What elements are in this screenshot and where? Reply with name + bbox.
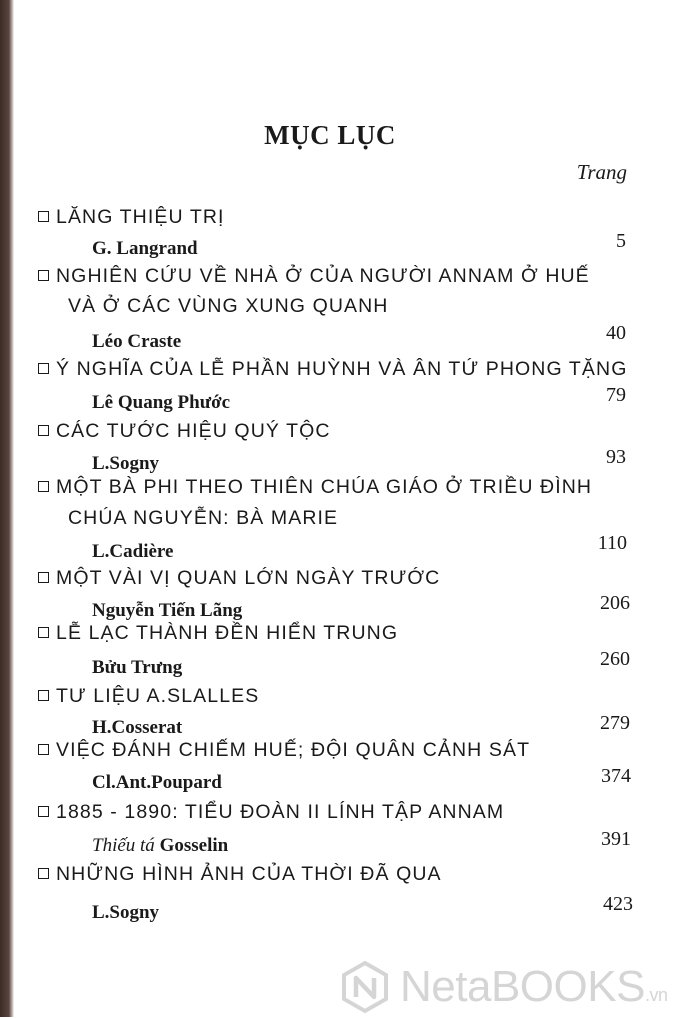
page-column-label: Trang — [576, 160, 627, 184]
toc-entry-title: Ý NGHĨA CỦA LỄ PHẦN HUỲNH VÀ ÂN TỨ PHONG TẶNG — [38, 358, 627, 381]
toc-entry-author: Lê Quang Phước — [92, 392, 231, 413]
toc-entry-author: Nguyễn Tiến Lãng — [92, 600, 243, 621]
toc-entry-author: Bửu Trưng — [92, 657, 183, 678]
toc-entry-title: MỘT BÀ PHI THEO THIÊN CHÚA GIÁO Ở TRIỀU ĐÌNH — [38, 476, 592, 499]
author-name: Gosselin — [159, 835, 229, 856]
checkbox-bullet-icon — [38, 425, 49, 436]
toc-entry-page: 423 — [603, 893, 633, 915]
toc-entry-author: Cl.Ant.Poupard — [92, 772, 222, 793]
checkbox-bullet-icon — [38, 744, 49, 755]
toc-entry-title-continued: CHÚA NGUYỄN: BÀ MARIE — [68, 507, 339, 529]
toc-entry-page: 374 — [601, 765, 631, 787]
watermark — [338, 960, 667, 1014]
toc-entry-title: CÁC TƯỚC HIỆU QUÝ TỘC — [38, 420, 331, 443]
toc-entry-title: VIỆC ĐÁNH CHIẾM HUẾ; ĐỘI QUÂN CẢNH SÁT — [38, 739, 530, 762]
checkbox-bullet-icon — [38, 270, 49, 281]
toc-entry-title-continued: VÀ Ở CÁC VÙNG XUNG QUANH — [68, 295, 389, 317]
checkbox-bullet-icon — [38, 690, 49, 701]
toc-entry-title: 1885 - 1890: TIỂU ĐOÀN II LÍNH TẬP ANNAM — [38, 801, 504, 824]
toc-entry-author: G. Langrand — [92, 238, 198, 259]
toc-entry-title: TƯ LIỆU A.SLALLES — [38, 685, 259, 708]
toc-entry-page: 391 — [601, 828, 631, 850]
checkbox-bullet-icon — [38, 481, 49, 492]
toc-entry-page: 206 — [600, 592, 630, 614]
toc-entry-page: 279 — [600, 712, 630, 734]
toc-entry-page: 260 — [600, 648, 630, 670]
toc-entry-page: 93 — [606, 446, 626, 468]
checkbox-bullet-icon — [38, 806, 49, 817]
checkbox-bullet-icon — [38, 572, 49, 583]
toc-entry-title: NGHIÊN CỨU VỀ NHÀ Ở CỦA NGƯỜI ANNAM Ở HUẾ — [38, 265, 590, 288]
toc-entry-page: 79 — [606, 384, 626, 406]
watermark-text: NetaBOOKS.vn — [400, 962, 668, 1011]
checkbox-bullet-icon — [38, 627, 49, 638]
page-binding-edge — [0, 0, 14, 1017]
toc-entry-author: Léo Craste — [92, 331, 182, 352]
toc-entry-title: NHỮNG HÌNH ẢNH CỦA THỜI ĐÃ QUA — [38, 863, 442, 886]
toc-entry-author: L.Cadière — [92, 541, 174, 562]
checkbox-bullet-icon — [38, 868, 49, 879]
checkbox-bullet-icon — [38, 363, 49, 374]
toc-entry-title: MỘT VÀI VỊ QUAN LỚN NGÀY TRƯỚC — [38, 567, 440, 590]
toc-entry-author: L.Sogny — [92, 902, 160, 923]
toc-entry-author: H.Cosserat — [92, 717, 183, 738]
toc-entry-page: 5 — [616, 230, 626, 252]
toc-entry-author — [92, 835, 228, 857]
author-rank: Thiếu tá — [92, 835, 155, 856]
toc-entry-page: 40 — [606, 322, 626, 344]
toc-entry-title: LỄ LẠC THÀNH ĐỀN HIỂN TRUNG — [38, 622, 398, 645]
checkbox-bullet-icon — [38, 211, 49, 222]
toc-entry-title: LĂNG THIỆU TRỊ — [38, 206, 225, 229]
toc-entry-author: L.Sogny — [92, 453, 160, 474]
toc-entry-page: 110 — [597, 532, 627, 554]
page-title: MỤC LỤC — [264, 120, 396, 150]
n-hexagon-logo-icon — [338, 960, 392, 1014]
